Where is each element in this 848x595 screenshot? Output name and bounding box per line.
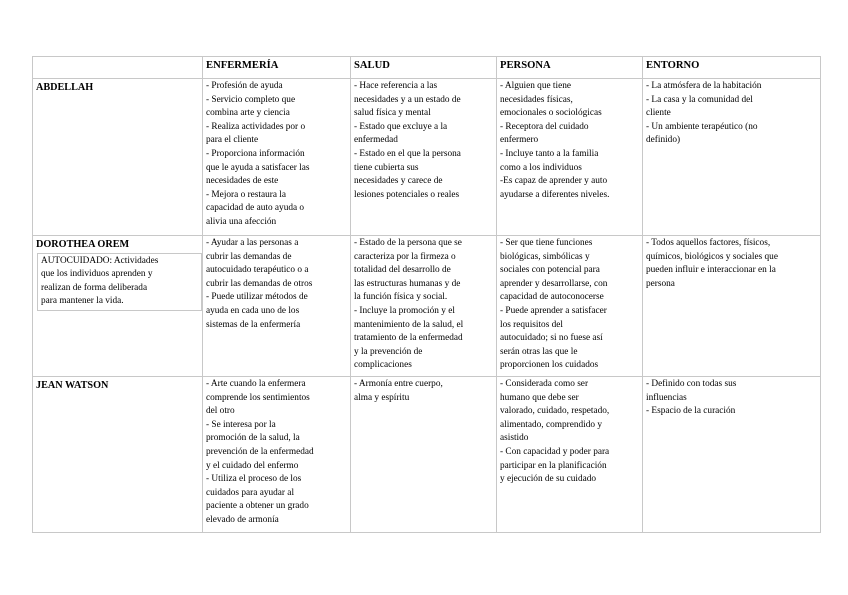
cell-persona — [497, 377, 643, 533]
theorist-cell — [33, 236, 203, 377]
cell-line: humano que debe ser — [500, 392, 579, 403]
cell-line: totalidad del desarrollo de — [354, 265, 451, 276]
cell-line: alma y espíritu — [354, 392, 410, 403]
cell-line: necesidades de este — [206, 176, 279, 187]
cell-line: - Proporciona información — [206, 148, 305, 159]
cell-line: tratamiento de la enfermedad — [354, 333, 463, 344]
cell-line: realizan de forma deliberada — [41, 282, 148, 293]
cell-line: emocionales o sociológicas — [500, 108, 602, 119]
cell-line: - Incluye tanto a la familia — [500, 148, 599, 159]
cell-line: alivia una afección — [206, 216, 277, 227]
cell-line: que los individuos aprenden y — [41, 269, 153, 280]
cell-enfermeria — [203, 377, 351, 533]
cell-line: proporcionen los cuidados — [500, 360, 599, 371]
cell-line: influencias — [646, 392, 687, 403]
cell-line: mantenimiento de la salud, el — [354, 319, 464, 330]
cell-line: - Puede aprender a satisfacer — [500, 305, 607, 316]
cell-line: - Se interesa por la — [206, 419, 276, 430]
cell-persona — [497, 79, 643, 236]
cell-line: cuidados para ayudar al — [206, 487, 295, 498]
cell-line: - Receptora del cuidado — [500, 121, 589, 132]
cell-line: biológicas, simbólicas y — [500, 251, 590, 262]
cell-line: AUTOCUIDADO: Actividades — [41, 255, 159, 266]
cell-line: sistemas de la enfermería — [206, 319, 301, 330]
cell-line: la función física y social. — [354, 292, 448, 303]
header-corner — [33, 57, 203, 79]
theorist-name: JEAN WATSON — [33, 377, 203, 533]
cell-line: pueden influir e interaccionar en la — [646, 265, 776, 276]
cell-line: como a los individuos — [500, 162, 582, 173]
table-row — [33, 377, 821, 533]
cell-line: complicaciones — [354, 360, 412, 371]
table-row — [33, 79, 821, 236]
cell-line: -Es capaz de aprender y auto — [500, 176, 608, 187]
cell-line: autocuidado; si no fuese así — [500, 333, 603, 344]
cell-enfermeria — [203, 79, 351, 236]
cell-line: cubrir las demandas de — [206, 251, 292, 262]
table-row — [33, 236, 821, 377]
cell-line: salud física y mental — [354, 108, 431, 119]
header-enfermeria: ENFERMERÍA — [203, 57, 351, 79]
cell-line: las estructuras humanas y de — [354, 278, 461, 289]
cell-line: que le ayuda a satisfacer las — [206, 162, 310, 173]
cell-line: caracteriza por la firmeza o — [354, 251, 456, 262]
cell-salud — [351, 79, 497, 236]
cell-entorno — [643, 377, 821, 533]
cell-line: - Ser que tiene funciones — [500, 238, 593, 248]
cell-line: - Definido con todas sus — [646, 379, 737, 389]
cell-line: cliente — [646, 108, 671, 119]
cell-line: - Estado de la persona que se — [354, 238, 462, 248]
cell-line: - La casa y la comunidad del — [646, 94, 753, 105]
cell-line: - Un ambiente terapéutico (no — [646, 121, 758, 132]
header-row — [33, 57, 821, 79]
cell-line: definido) — [646, 135, 681, 146]
cell-line: persona — [646, 278, 675, 289]
cell-line: - Ayudar a las personas a — [206, 238, 299, 248]
cell-line: ayuda en cada uno de los — [206, 305, 300, 316]
cell-line: valorado, cuidado, respetado, — [500, 406, 610, 417]
cell-line: - Mejora o restaura la — [206, 189, 287, 200]
cell-line: - Con capacidad y poder para — [500, 446, 610, 457]
cell-line: enfermero — [500, 135, 539, 146]
cell-line: - Servicio completo que — [206, 94, 296, 105]
cell-line: sociales con potencial para — [500, 265, 600, 276]
cell-line: - Incluye la promoción y el — [354, 305, 455, 316]
theorist-name: DOROTHEA OREM — [36, 239, 130, 250]
cell-line: capacidad de auto ayuda o — [206, 203, 305, 214]
cell-line: - Alguien que tiene — [500, 81, 571, 91]
cell-line: tiene cubierta sus — [354, 162, 419, 173]
header-entorno: ENTORNO — [643, 57, 821, 79]
cell-line: y ejecución de su cuidado — [500, 474, 597, 485]
cell-salud — [351, 377, 497, 533]
cell-line: - La atmósfera de la habitación — [646, 81, 762, 91]
cell-line: autocuidado terapéutico o a — [206, 265, 309, 276]
cell-line: para el cliente — [206, 135, 259, 146]
cell-line: - Espacio de la curación — [646, 406, 736, 417]
cell-line: - Realiza actividades por o — [206, 121, 306, 132]
cell-line: - Profesión de ayuda — [206, 81, 283, 91]
cell-line: elevado de armonía — [206, 514, 279, 525]
header-persona: PERSONA — [497, 57, 643, 79]
cell-line: - Armonía entre cuerpo, — [354, 379, 443, 389]
cell-line: - Arte cuando la enfermera — [206, 379, 306, 389]
cell-salud — [351, 236, 497, 377]
cell-line: necesidades y carece de — [354, 176, 443, 187]
cell-line: - Utiliza el proceso de los — [206, 474, 302, 485]
cell-entorno — [643, 79, 821, 236]
autocuidado-definition-box — [37, 253, 202, 311]
cell-line: promoción de la salud, la — [206, 433, 300, 444]
cell-line: - Estado en el que la persona — [354, 148, 461, 159]
theorist-name: ABDELLAH — [33, 79, 203, 236]
cell-line: - Puede utilizar métodos de — [206, 292, 308, 303]
cell-line: - Estado que excluye a la — [354, 121, 448, 132]
cell-line: participar en la planificación — [500, 460, 607, 471]
cell-line: para mantener la vida. — [41, 296, 124, 307]
cell-entorno — [643, 236, 821, 377]
cell-line: lesiones potenciales o reales — [354, 189, 460, 200]
cell-line: comprende los sentimientos — [206, 392, 310, 403]
cell-line: serán otras las que le — [500, 346, 578, 357]
cell-line: químicos, biológicos y sociales que — [646, 251, 778, 262]
cell-line: cubrir las demandas de otros — [206, 278, 313, 289]
cell-line: alimentado, comprendido y — [500, 419, 602, 430]
cell-line: asistido — [500, 433, 529, 444]
cell-persona — [497, 236, 643, 377]
cell-line: enfermedad — [354, 135, 398, 146]
cell-line: paciente a obtener un grado — [206, 501, 309, 512]
cell-line: del otro — [206, 406, 235, 417]
cell-line: necesidades físicas, — [500, 94, 573, 105]
cell-enfermeria — [203, 236, 351, 377]
cell-line: combina arte y ciencia — [206, 108, 290, 119]
theories-table — [32, 56, 821, 533]
cell-line: y la prevención de — [354, 346, 423, 357]
cell-line: aprender y desarrollarse, con — [500, 278, 608, 289]
cell-line: - Considerada como ser — [500, 379, 589, 389]
cell-line: - Hace referencia a las — [354, 81, 438, 91]
cell-line: capacidad de autoconocerse — [500, 292, 604, 303]
cell-line: y el cuidado del enfermo — [206, 460, 299, 471]
cell-line: necesidades y a un estado de — [354, 94, 461, 105]
cell-line: ayudarse a diferentes niveles. — [500, 189, 610, 200]
header-salud: SALUD — [351, 57, 497, 79]
cell-line: los requisitos del — [500, 319, 564, 330]
cell-line: - Todos aquellos factores, físicos, — [646, 238, 771, 248]
cell-line: prevención de la enfermedad — [206, 446, 314, 457]
